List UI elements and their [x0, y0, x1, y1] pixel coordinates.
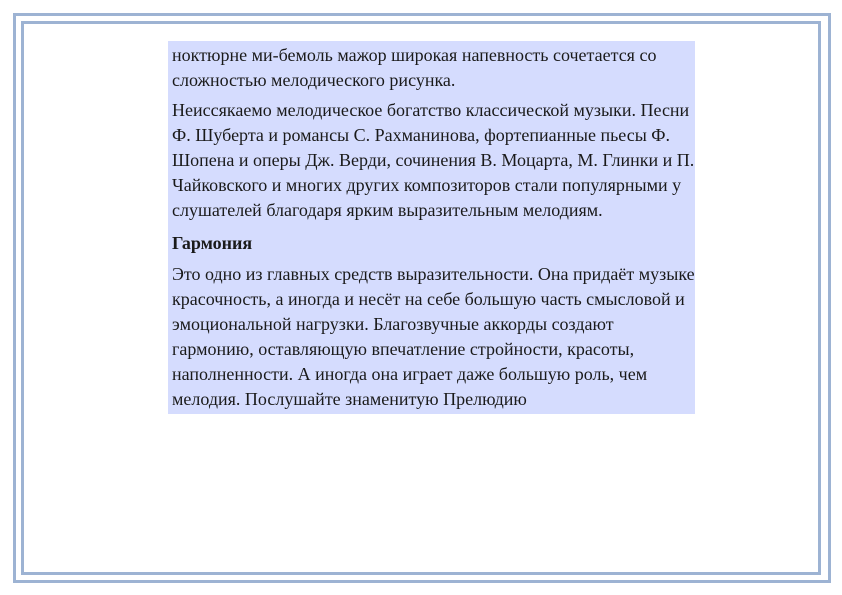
section-heading: Гармония: [172, 233, 253, 253]
paragraph-nocturne: ноктюрне ми-бемоль мажор широкая напевность сочетается со сложностью мелодического рисунка.: [172, 45, 657, 90]
paragraph-harmony: Это одно из главных средств выразительности. Она придаёт музыке красочность, а иногда и несёт на себе большую часть смысловой и эмоциональной нагрузки. Благозвучные аккорды создают гармонию, оставляющую впечатление стройности, красоты, наполненности. А иногда она играет даже большую роль, чем мелодия. Послушайте знаменитую Прелюдию: [172, 264, 695, 409]
text-block: [168, 41, 695, 414]
paragraph-melody: Неиссякаемо мелодическое богатство классической музыки. Песни Ф. Шуберта и романсы С. Рахманинова, фортепианные пьесы Ф. Шопена и оперы Дж. Верди, сочинения В. Моцарта, М. Глинки и П. Чайковского и многих других композиторов стали популярными у слушателей благодаря ярким выразительным мелодиям.: [172, 100, 695, 220]
